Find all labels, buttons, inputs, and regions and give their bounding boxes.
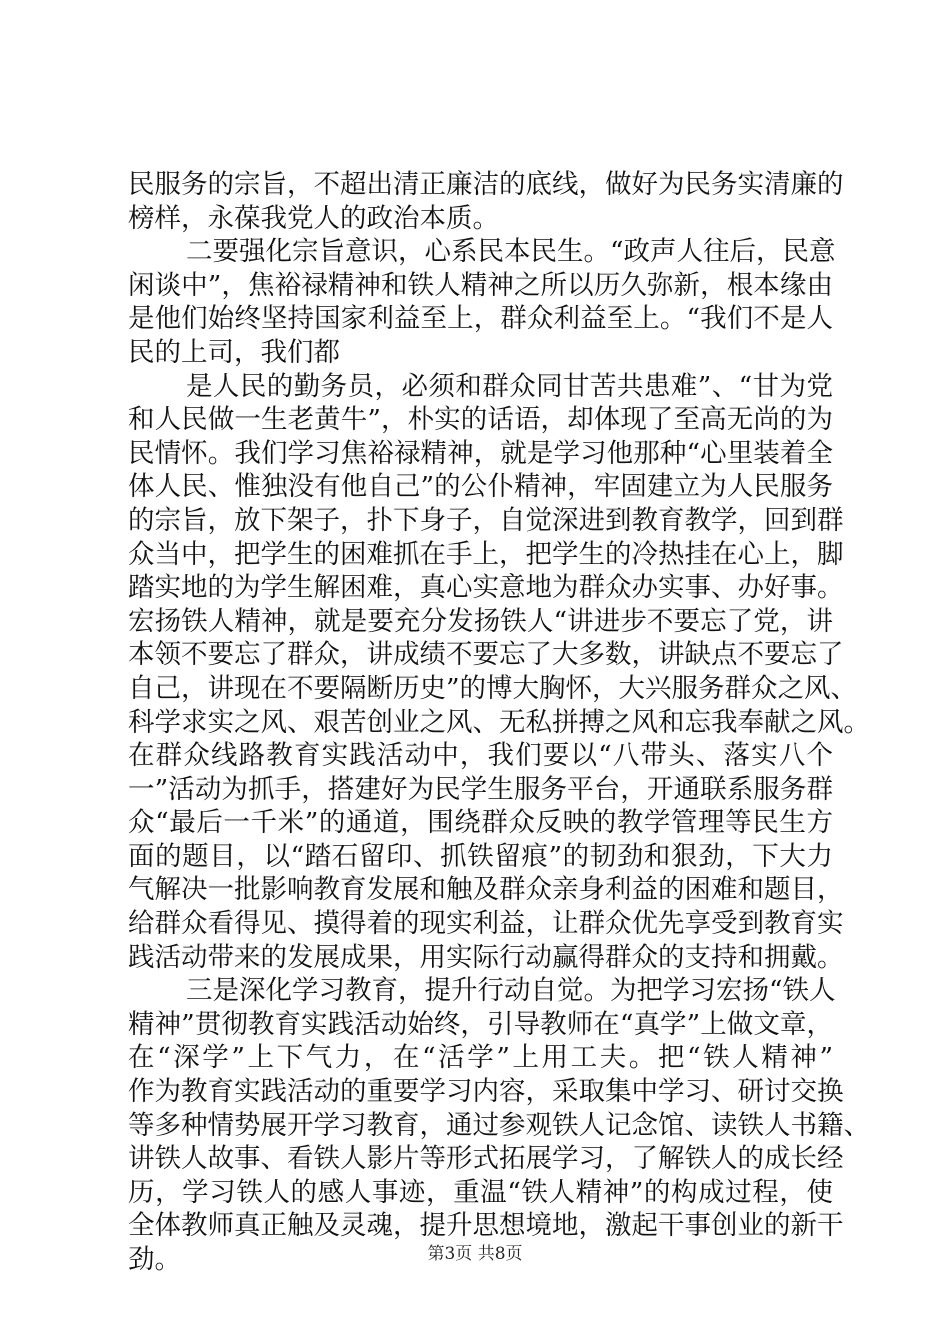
text-line: 和人民做一生老黄牛”，朴实的话语，却体现了至高无尚的为: [128, 404, 833, 436]
text-line: 踏实地的为学生解困难，真心实意地为群众办实事、办好事。: [128, 572, 844, 604]
text-line: 作为教育实践活动的重要学习内容，采取集中学习、研讨交换: [128, 1076, 844, 1108]
text-line: 科学求实之风、艰苦创业之风、无私拼搏之风和忘我奉献之风。: [128, 706, 870, 738]
text-line: 榜样，永葆我党人的政治本质。: [128, 202, 499, 234]
document-body: [128, 168, 870, 1277]
page-number-footer: 第3页 共8页: [427, 1244, 523, 1264]
text-line: 面的题目，以“踏石留印、抓铁留痕”的韧劲和狠劲，下大力: [128, 840, 833, 872]
text-line: 精神”贯彻教育实践活动始终，引导教师在“真学”上做文章，: [128, 1008, 833, 1040]
text-line: 的宗旨，放下架子，扑下身子，自觉深进到教育教学，回到群: [128, 504, 844, 536]
text-line: 众当中，把学生的困难抓在手上，把学生的冷热挂在心上，脚: [128, 538, 844, 570]
text-line: 一”活动为抓手，搭建好为民学生服务平台，开通联系服务群: [128, 773, 833, 805]
text-line: 民服务的宗旨，不超出清正廉洁的底线，做好为民务实清廉的: [128, 169, 844, 200]
text-line: 本领不要忘了群众，讲成绩不要忘了大多数，讲缺点不要忘了: [128, 639, 844, 671]
text-line: 二要强化宗旨意识，心系民本民生。“政声人往后，民意: [186, 236, 836, 268]
text-line: 全体教师真正触及灵魂，提升思想境地，激起干事创业的新干: [128, 1210, 844, 1242]
text-line: 践活动带来的发展成果，用实际行动赢得群众的支持和拥戴。: [128, 941, 844, 973]
text-line: 讲铁人故事、看铁人影片等形式拓展学习，了解铁人的成长经: [128, 1143, 844, 1175]
text-line: 三是深化学习教育，提升行动自觉。为把学习宏扬“铁人: [186, 975, 836, 1007]
text-line: 闲谈中”，焦裕禄精神和铁人精神之所以历久弥新，根本缘由: [128, 269, 833, 301]
text-line: 气解决一批影响教育发展和触及群众亲身利益的困难和题目，: [128, 874, 844, 906]
text-line: 等多种情势展开学习教育，通过参观铁人记念馆、读铁人书籍、: [128, 1109, 870, 1141]
text-line: 给群众看得见、摸得着的现实利益，让群众优先享受到教育实: [128, 908, 844, 940]
text-line: 体人民、惟独没有他自己”的公仆精神，牢固建立为人民服务: [128, 471, 833, 503]
text-line: 在群众线路教育实践活动中，我们要以“八带头、落实八个: [128, 740, 833, 772]
text-line: 众“最后一千米”的通道，围绕群众反映的教学管理等民生方: [128, 807, 833, 839]
text-line: 是他们始终坚持国家利益至上，群众利益至上。“我们不是人: [128, 303, 833, 335]
text-line: 民的上司，我们都: [128, 336, 340, 368]
text-line: 民情怀。我们学习焦裕禄精神，就是学习他那种“心里装着全: [128, 437, 833, 469]
text-line: 是人民的勤务员，必须和群众同甘苦共患难”、“甘为党: [186, 370, 833, 402]
text-line: 历，学习铁人的感人事迹，重温“铁人精神”的构成过程，使: [128, 1176, 833, 1208]
text-line: 宏扬铁人精神，就是要充分发扬铁人“讲进步不要忘了党，讲: [128, 605, 833, 637]
text-line: 劲。: [128, 1244, 181, 1275]
text-line: 在“深学”上下气力，在“活学”上用工夫。把“铁人精神”: [128, 1042, 833, 1074]
text-line: 自己，讲现在不要隔断历史”的博大胸怀，大兴服务群众之风、: [128, 672, 858, 704]
